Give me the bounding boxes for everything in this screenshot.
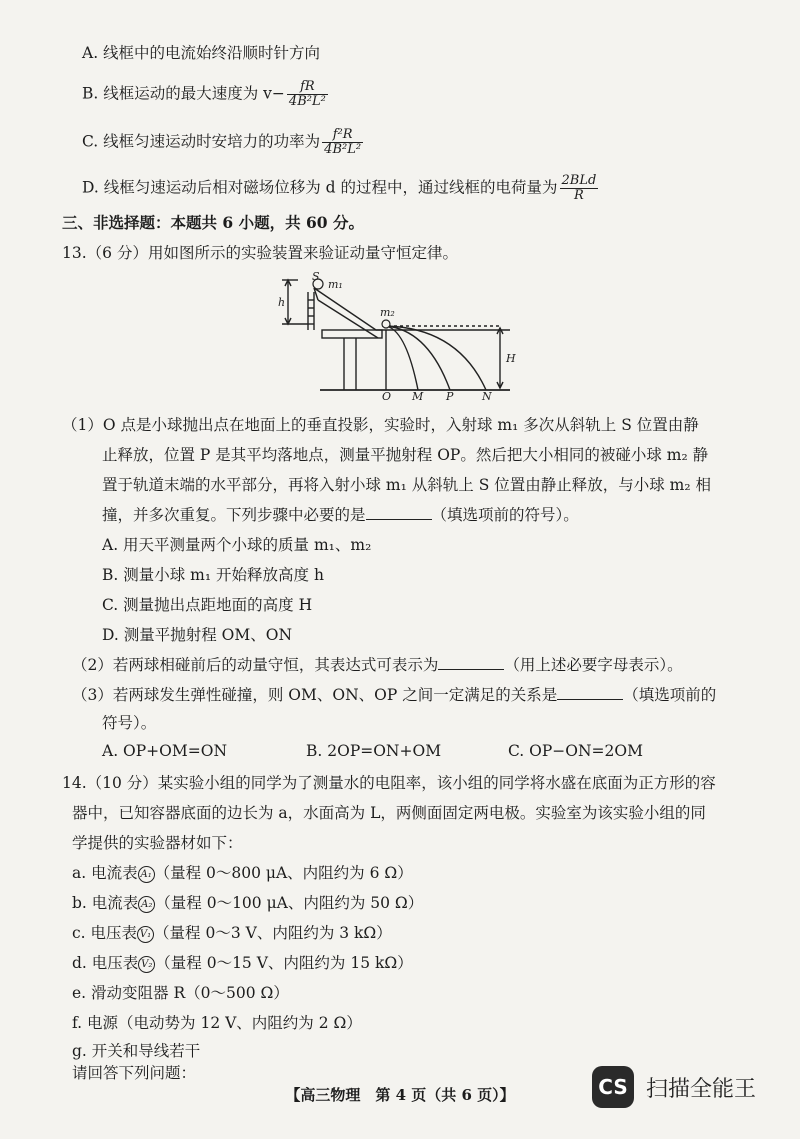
track-underside: [318, 300, 378, 338]
option-a-prev: A. 线框中的电流始终沿顺时针方向: [82, 44, 321, 62]
equipment-g: g. 开关和导线若干: [72, 1042, 201, 1060]
camscanner-watermark: 扫描全能王: [646, 1077, 757, 1102]
q13-part1-line4: 撞，并多次重复。下列步骤中必要的是 （填选项前的符号）。: [102, 506, 579, 524]
q13-option-d: D. 测量平抛射程 OM、ON: [102, 626, 293, 644]
q13-title: 13.（6 分）用如图所示的实验装置来验证动量守恒定律。: [62, 244, 458, 262]
q13-choice-c: C. OP−ON=2OM: [508, 742, 643, 760]
ammeter-a2-icon: A₂: [138, 896, 155, 913]
label-H: H: [506, 352, 516, 365]
fraction-d: $\frac{\text{2BLd}}{R}$: [561, 173, 597, 203]
label-P: P: [446, 390, 454, 400]
q14-line1: 14.（10 分）某实验小组的同学为了测量水的电阻率，该小组的同学将水盛在底面为正方形的容: [62, 774, 716, 792]
q13-part1-line2: 止释放，位置 P 是其平均落地点，测量平抛射程 OP。然后把大小相同的被碰小球 m₂ 静: [102, 446, 709, 464]
page-footer: 【高三物理 第 4 页（共 6 页）】: [285, 1086, 515, 1104]
voltmeter-v1-icon: V₁: [137, 926, 154, 943]
option-d-prev: D. 线框匀速运动后相对磁场位移为 d 的过程中，通过线框的电荷量为 $\frac{\text{2BLd}}{R}$: [82, 173, 597, 203]
q13-part3: （3）若两球发生弹性碰撞，则 OM、ON、OP 之间一定满足的关系是 （填选项前的: [72, 686, 717, 704]
camscanner-logo-icon: CS: [592, 1066, 634, 1108]
label-S: S: [312, 272, 320, 283]
option-b-prev: B. 线框运动的最大速度为 v− $\frac{fR}{\text{4B²L²}}$: [82, 79, 326, 109]
q13-part1-line1: （1）O 点是小球抛出点在地面上的垂直投影，实验时，入射球 m₁ 多次从斜轨上 S 位置由静: [62, 416, 699, 434]
voltmeter-v2-icon: V₂: [138, 956, 155, 973]
equipment-c: c. 电压表 V₁ （量程 0～3 V、内阻约为 3 kΩ）: [72, 924, 392, 942]
label-M: M: [412, 390, 424, 400]
q14-line2: 器中，已知容器底面的边长为 a，水面高为 L，两侧面固定两电极。实验室为该实验小组的同: [72, 804, 706, 822]
answer-blank-1[interactable]: [366, 505, 432, 520]
table-top: [322, 330, 382, 338]
q13-choice-b: B. 2OP=ON+OM: [306, 742, 442, 760]
equipment-b: b. 电流表 A₂ （量程 0～100 μA、内阻约为 50 Ω）: [72, 894, 424, 912]
ammeter-a1-icon: A₁: [138, 866, 155, 883]
q13-option-c: C. 测量抛出点距地面的高度 H: [102, 596, 313, 614]
label-O: O: [382, 390, 392, 400]
experiment-diagram: [278, 272, 528, 400]
track-line: [314, 288, 510, 330]
q13-part1-line3: 置于轨道末端的水平部分，再将入射小球 m₁ 从斜轨上 S 位置由静止释放，与小球 m₂ 相: [102, 476, 712, 494]
equipment-f: f. 电源（电动势为 12 V、内阻约为 2 Ω）: [72, 1014, 362, 1032]
fraction-b: $\frac{fR}{\text{4B²L²}}$: [288, 79, 326, 109]
label-N: N: [482, 390, 492, 400]
equipment-e: e. 滑动变阻器 R（0～500 Ω）: [72, 984, 289, 1002]
trajectory-p: [386, 326, 450, 390]
answer-blank-3[interactable]: [557, 685, 623, 700]
trajectory-n: [386, 326, 486, 390]
q13-option-a: A. 用天平测量两个小球的质量 m₁、m₂: [102, 536, 372, 554]
answer-blank-2[interactable]: [438, 655, 504, 670]
equipment-d: d. 电压表 V₂ （量程 0～15 V、内阻约为 15 kΩ）: [72, 954, 413, 972]
section-heading: 三、非选择题：本题共 6 小题，共 60 分。: [62, 213, 364, 232]
q13-part2: （2）若两球相碰前后的动量守恒，其表达式可表示为 （用上述必要字母表示）。: [72, 656, 683, 674]
equipment-a: a. 电流表 A₁ （量程 0～800 μA、内阻约为 6 Ω）: [72, 864, 413, 882]
label-m1: m₁: [328, 278, 343, 291]
q14-line3: 学提供的实验器材如下：: [72, 834, 243, 852]
q13-option-b: B. 测量小球 m₁ 开始释放高度 h: [102, 566, 324, 584]
ball-m2: [382, 320, 390, 328]
q13-choice-a: A. OP+OM=ON: [102, 742, 228, 760]
q13-part3-cont: 符号）。: [102, 714, 157, 732]
q14-ask: 请回答下列问题：: [72, 1064, 197, 1082]
label-m2: m₂: [380, 306, 395, 319]
fraction-c: $\frac{\text{f²R}}{\text{4B²L²}}$: [324, 127, 362, 157]
option-c-prev: C. 线框匀速运动时安培力的功率为 $\frac{\text{f²R}}{\text{4B²L²}}$: [82, 127, 362, 157]
label-h: h: [278, 296, 286, 309]
